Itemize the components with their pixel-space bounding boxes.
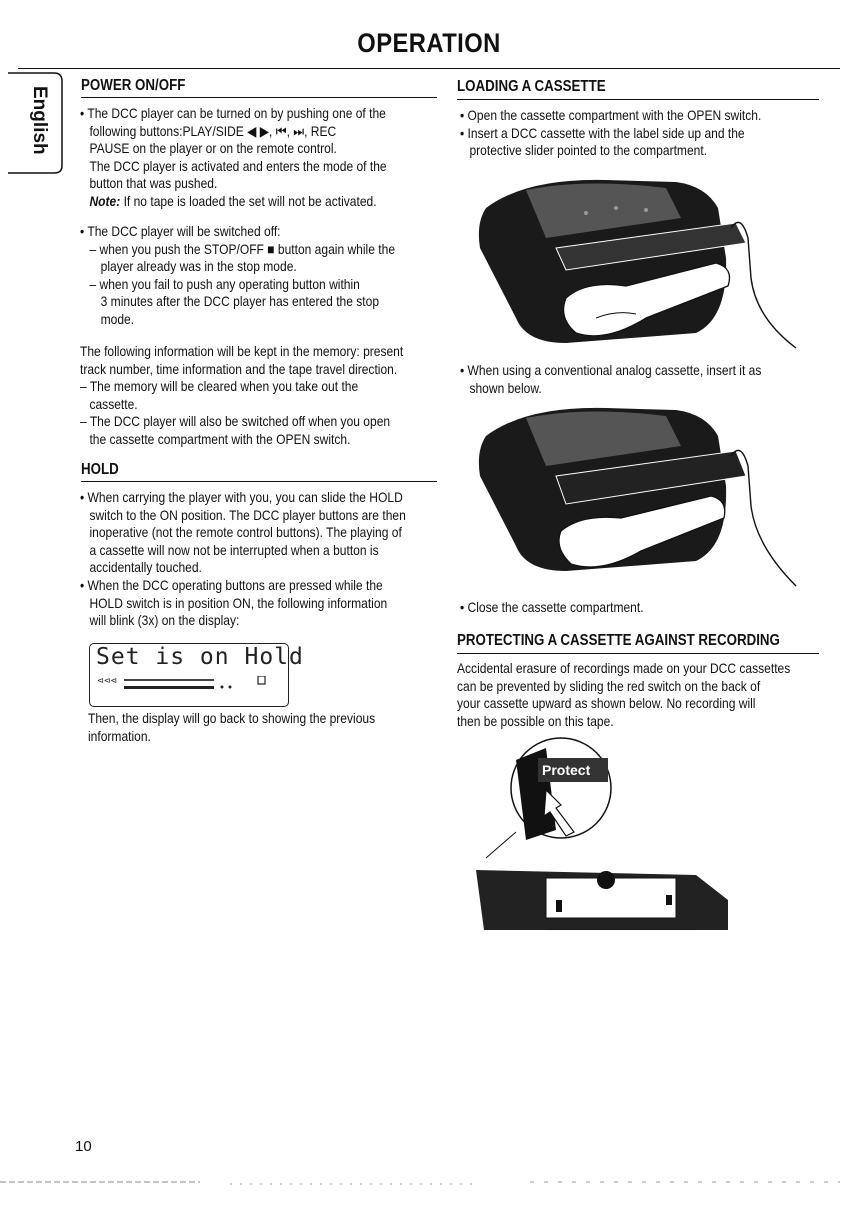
power-rule xyxy=(81,97,437,98)
hold-heading: HOLD xyxy=(81,461,119,478)
analog-paragraph: • When using a conventional analog cassette, insert it as shown below. xyxy=(460,362,762,396)
lcd-display-text: Set is on Hold xyxy=(96,644,304,670)
protect-heading: PROTECTING A CASSETTE AGAINST RECORDING xyxy=(457,632,780,649)
power-bullet-2: • The DCC player will be switched off: – when you push the STOP/OFF ■ button again while the player already was in the stop mode. – when you fail to push any operating button within 3 minutes after the DCC player has entered the stop mode. xyxy=(80,223,396,327)
lcd-level-bars xyxy=(120,676,270,694)
hold-rule xyxy=(81,481,437,482)
note-text: If no tape is loaded the set will not be activated. xyxy=(120,192,377,209)
note-label: Note: xyxy=(89,192,121,209)
loading-rule xyxy=(457,99,819,100)
dcc-cassette-insert-illustration xyxy=(466,168,846,368)
protect-paragraph: Accidental erasure of recordings made on your DCC cassettes can be prevented by sliding the red switch on the back of your cassette upward as shown below. No recording will then be possible on this tape. xyxy=(457,660,791,729)
protect-label: Protect xyxy=(542,762,591,778)
protect-rule xyxy=(457,653,819,654)
loading-paragraph: • Open the cassette compartment with the OPEN switch. • Insert a DCC cassette with the label side up and the protective slider pointed to the compartment. xyxy=(460,107,762,159)
hold-paragraph: • When carrying the player with you, you can slide the HOLD switch to the ON position. The DCC player buttons are then inoperative (not the remote control buttons). The playing of a cassette will now not be interrupted when a button is accidentally touched. • When the DCC operating buttons are pressed while the HOLD switch is in position ON, the following information will blink (3x) on the display: xyxy=(80,489,406,629)
analog-cassette-insert-illustration xyxy=(466,396,846,596)
lcd-display-sub: ⊲⊲⊲ xyxy=(97,676,118,685)
page-title: OPERATION xyxy=(357,28,501,58)
memory-paragraph: The following information will be kept in the memory: present track number, time information and the tape travel direction. – The memory will be cleared when you take out the cassette. – The DCC player will also be switched off when you open the cassette compartment with the OPEN switch. xyxy=(80,343,404,447)
power-heading: POWER ON/OFF xyxy=(81,77,186,94)
scan-noise xyxy=(0,1176,858,1206)
power-bullet-1: • The DCC player can be turned on by pushing one of the following buttons:PLAY/SIDE ◀ ▶, ⏮, ⏭, REC PAUSE on the player or on the remote control. The DCC player is activated and enters the mode of the button that was pushed. Note: If no tape is loaded the set will not be activated. xyxy=(80,105,387,209)
close-compartment-text: • Close the cassette compartment. xyxy=(460,599,644,615)
protect-switch-illustration xyxy=(466,730,736,930)
loading-heading: LOADING A CASSETTE xyxy=(457,78,606,95)
title-rule xyxy=(18,68,840,69)
page-number: 10 xyxy=(75,1138,92,1155)
language-tab-label: English xyxy=(29,86,50,155)
hold-after-paragraph: Then, the display will go back to showing the previous information. xyxy=(88,710,376,744)
